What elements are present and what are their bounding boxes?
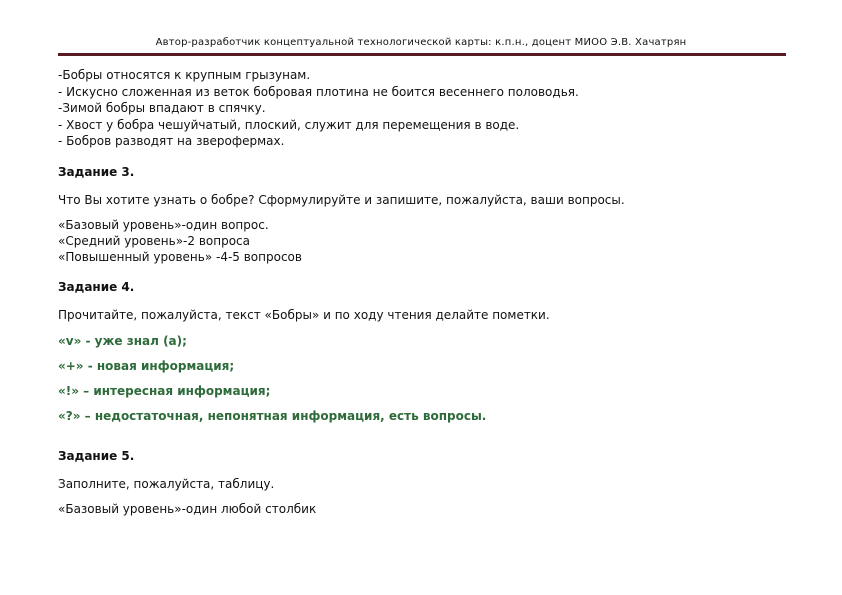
facts-list	[58, 67, 798, 150]
task3-instruction: Что Вы хотите узнать о бобре? Сформулируйте и запишите, пожалуйста, ваши вопросы.	[58, 192, 625, 207]
task4-marks	[58, 332, 798, 425]
fact-item: - Бобров разводят на зверофермах.	[58, 134, 285, 148]
task5-instruction: Заполните, пожалуйста, таблицу.	[58, 476, 275, 491]
mark-item: «!» – интересная информация;	[58, 383, 271, 398]
level-item: «Базовый уровень»-один вопрос.	[58, 217, 269, 232]
fact-item: - Искусно сложенная из веток бобровая плотина не боится весеннего половодья.	[58, 84, 579, 99]
author-header: Автор-разработчик концептуальной технологической карты: к.п.н., доцент МИОО Э.В. Хачатрян	[155, 37, 687, 48]
fact-item: -Бобры относятся к крупным грызунам.	[58, 68, 311, 82]
task5-level: «Базовый уровень»-один любой столбик	[58, 501, 317, 516]
mark-item: «v» - уже знал (а);	[58, 333, 187, 348]
task5-title: Задание 5.	[58, 448, 135, 463]
header-divider	[58, 53, 786, 56]
level-item: «Повышенный уровень» -4-5 вопросов	[58, 249, 302, 264]
task3-title: Задание 3.	[58, 164, 135, 179]
task4-title: Задание 4.	[58, 279, 135, 294]
mark-item: «+» - новая информация;	[58, 358, 235, 373]
task3-levels	[58, 217, 798, 265]
document-body	[58, 67, 798, 517]
task4-instruction: Прочитайте, пожалуйста, текст «Бобры» и по ходу чтения делайте пометки.	[58, 307, 550, 322]
level-item: «Средний уровень»-2 вопроса	[58, 233, 250, 248]
fact-item: - Хвост у бобра чешуйчатый, плоский, служит для перемещения в воде.	[58, 117, 520, 132]
fact-item: -Зимой бобры впадают в спячку.	[58, 101, 266, 115]
mark-item: «?» – недостаточная, непонятная информация, есть вопросы.	[58, 408, 487, 423]
